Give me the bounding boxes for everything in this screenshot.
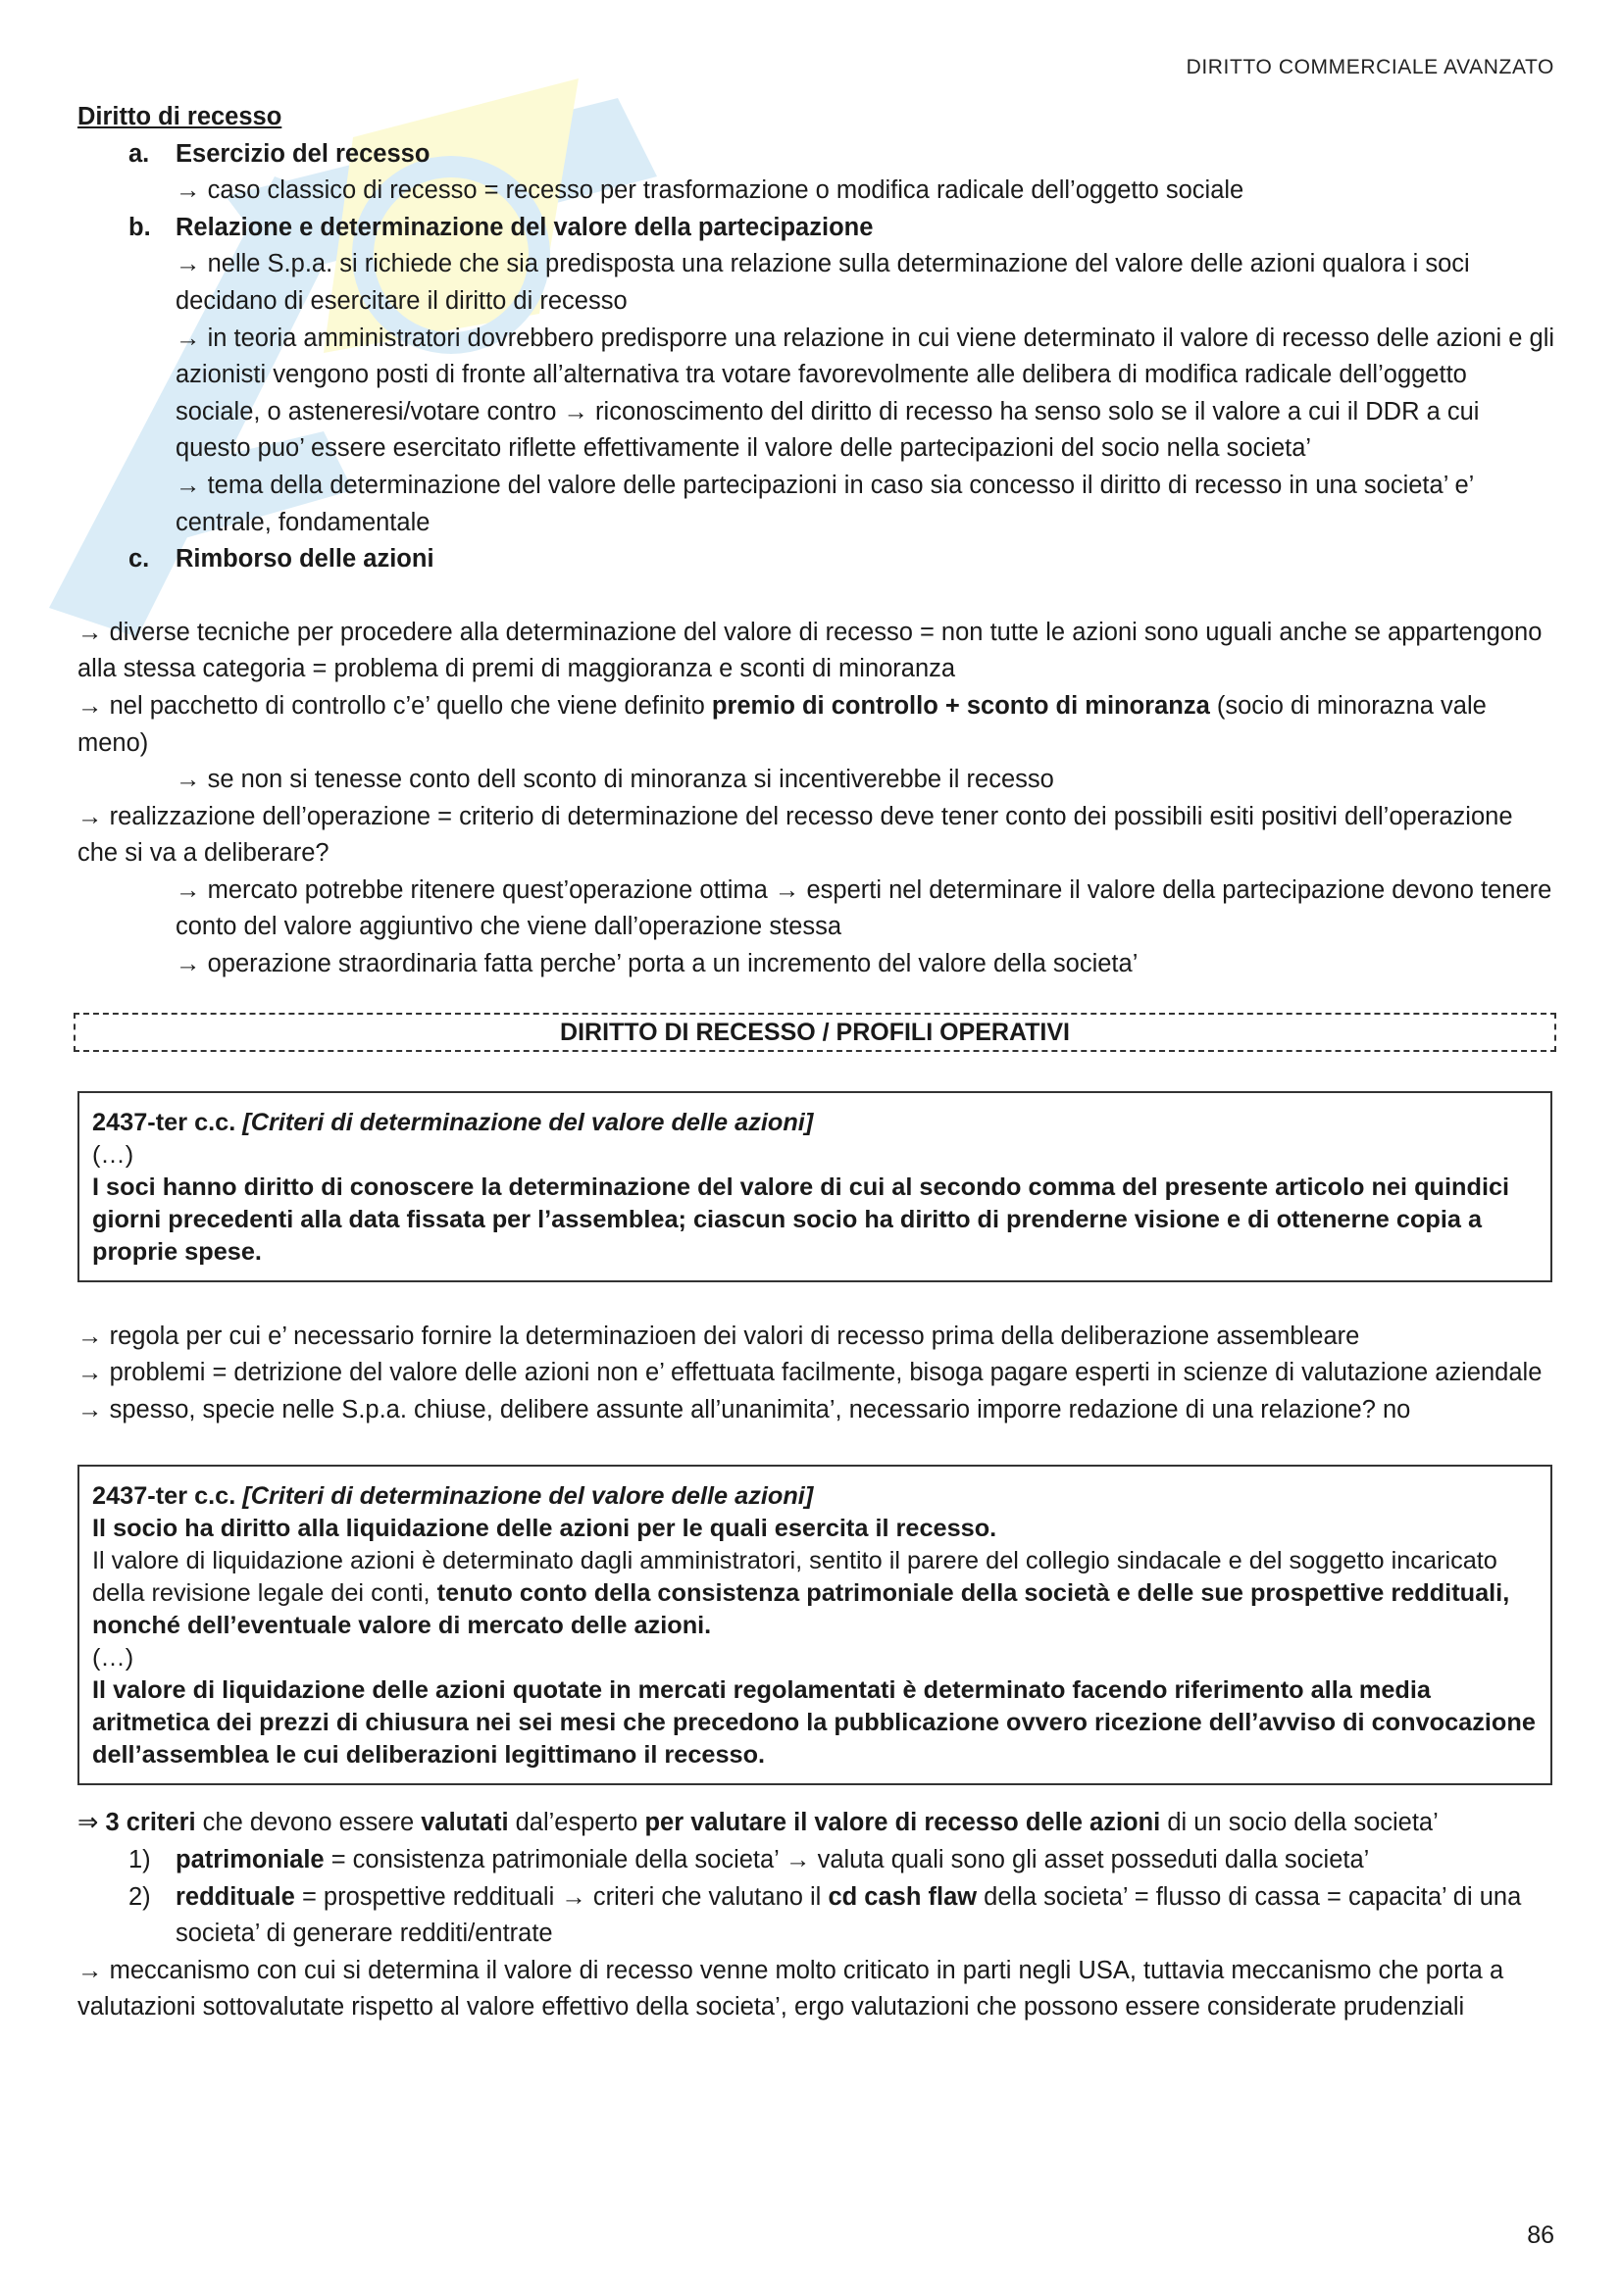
list-item [77, 1842, 1558, 1879]
list-item-text: → in teoria amministratori dovrebbero predisporre una relazione in cui viene determinato il valore di recesso delle azioni e gli azionisti vengono posti di fronte all’alternativa tra votare favorevolmente alle delibera di modifica radicale dell’oggetto sociale, o asteneresi/votare contro → riconoscimento del diritto di recesso ha senso solo se il valore a cui il DDR a cui questo puo’ essere esercitato riflette effettivamente il valore delle partecipazioni del socio nella societa’ [176, 324, 1555, 463]
paragraph: → nel pacchetto di controllo c’e’ quello che viene definito premio di controllo + sconto di minoranza (socio di minorazna vale meno) [77, 691, 1487, 757]
law-text: Il valore di liquidazione azioni è determinato dagli amministratori, sentito il parere del collegio sindacale e del soggetto incaricato della revisione legale dei conti, tenuto conto della consistenza patrimoniale della società e delle sue prospettive reddituali, nonché dell’eventuale valore di mercato delle azioni. [92, 1547, 1510, 1640]
list-item-text: patrimoniale = consistenza patrimoniale della societa’ → valuta quali sono gli asset posseduti dalla societa’ [176, 1846, 1370, 1874]
paragraph: → meccanismo con cui si determina il valore di recesso venne molto criticato in parti negli USA, tuttavia meccanismo che porta a valutazioni sottovalutate rispetto al valore effettivo della societa’, ergo valutazioni che possono essere considerate prudenziali [77, 1956, 1504, 2021]
paragraph: → problemi = detrizione del valore delle azioni non e’ effettuata facilmente, bisoga pagare esperti in scienze di valutazione aziendale [77, 1359, 1543, 1387]
list-item [77, 1879, 1558, 1953]
list-item [77, 210, 1558, 541]
page-header: DIRITTO COMMERCIALE AVANZATO [1186, 56, 1554, 78]
law-excerpt-box [77, 1465, 1552, 1785]
law-text: I soci hanno diritto di conoscere la determinazione del valore di cui al secondo comma del presente articolo nei quindici giorni precedenti alla data fissata per l’assemblea; ciascun socio ha diritto di prenderne visione e di ottenerne copia a proprie spese. [92, 1173, 1510, 1266]
list-item-text: → tema della determinazione del valore delle partecipazioni in caso sia concesso il diritto di recesso in una societa’ e’ centrale, fondamentale [176, 471, 1474, 536]
section-banner: DIRITTO DI RECESSO / PROFILI OPERATIVI [74, 1013, 1556, 1052]
list-item-title: Esercizio del recesso [176, 139, 431, 168]
paragraph: → mercato potrebbe ritenere quest’operazione ottima → esperti nel determinare il valore della partecipazione devono tenere conto del valore aggiuntivo che viene dall’operazione stessa [176, 875, 1552, 941]
paragraph: → spesso, specie nelle S.p.a. chiuse, delibere assunte all’unanimita’, necessario imporre redazione di una relazione? no [77, 1395, 1411, 1423]
ellipsis: (…) [92, 1140, 134, 1169]
law-text: Il valore di liquidazione delle azioni quotate in mercati regolamentati è determinato facendo riferimento alla media aritmetica dei prezzi di chiusura nei sei mesi che precedono la pubblicazione ovvero ricezione dell’avviso di convocazione dell’assemblea le cui deliberazioni legittimano il recesso. [92, 1676, 1536, 1770]
paragraph: → se non si tenesse conto dell sconto di minoranza si incentiverebbe il recesso [176, 766, 1054, 794]
law-reference: 2437-ter c.c. [Criteri di determinazione del valore delle azioni] [92, 1482, 814, 1511]
paragraph: → regola per cui e’ necessario fornire la determinazioen dei valori di recesso prima della deliberazione assembleare [77, 1322, 1360, 1350]
law-excerpt-box [77, 1091, 1552, 1282]
list-item-title: Rimborso delle azioni [176, 545, 434, 574]
list-marker: 2) [128, 1882, 151, 1911]
list-marker: b. [128, 213, 151, 241]
list-item [77, 136, 1558, 210]
list-item-text: → caso classico di recesso = recesso per trasformazione o modifica radicale dell’oggetto sociale [176, 176, 1244, 205]
list-item [77, 541, 1558, 578]
paragraph: ⇒ 3 criteri che devono essere valutati dal’esperto per valutare il valore di recesso delle azioni di un socio della societa’ [77, 1809, 1439, 1837]
section-title: Diritto di recesso [77, 103, 282, 130]
law-text: Il socio ha diritto alla liquidazione delle azioni per le quali esercita il recesso. [92, 1515, 997, 1543]
paragraph: → diverse tecniche per procedere alla determinazione del valore di recesso = non tutte le azioni sono uguali anche se appartengono alla stessa categoria = problema di premi di maggioranza e sconti di minoranza [77, 618, 1543, 683]
list-item-title: Relazione e determinazione del valore della partecipazione [176, 213, 874, 241]
list-marker: 1) [128, 1846, 151, 1874]
ellipsis: (…) [92, 1644, 134, 1672]
law-reference: 2437-ter c.c. [Criteri di determinazione del valore delle azioni] [92, 1108, 814, 1136]
list-marker: a. [128, 139, 150, 168]
paragraph: → realizzazione dell’operazione = criterio di determinazione del recesso deve tener conto dei possibili esiti positivi dell’operazione che si va a deliberare? [77, 802, 1513, 868]
list-item-text: → nelle S.p.a. si richiede che sia predisposta una relazione sulla determinazione del valore delle azioni qualora i soci decidano di esercitare il diritto di recesso [176, 250, 1470, 315]
list-marker: c. [128, 545, 150, 574]
page-content [77, 99, 1558, 2026]
paragraph: → operazione straordinaria fatta perche’ porta a un incremento del valore della societa’ [176, 950, 1139, 978]
list-item-text: reddituale = prospettive reddituali → criteri che valutano il cd cash flaw della societa’ = flusso di cassa = capacita’ di una societa’ di generare redditi/entrate [176, 1882, 1522, 1948]
page-number: 86 [1527, 2221, 1554, 2249]
